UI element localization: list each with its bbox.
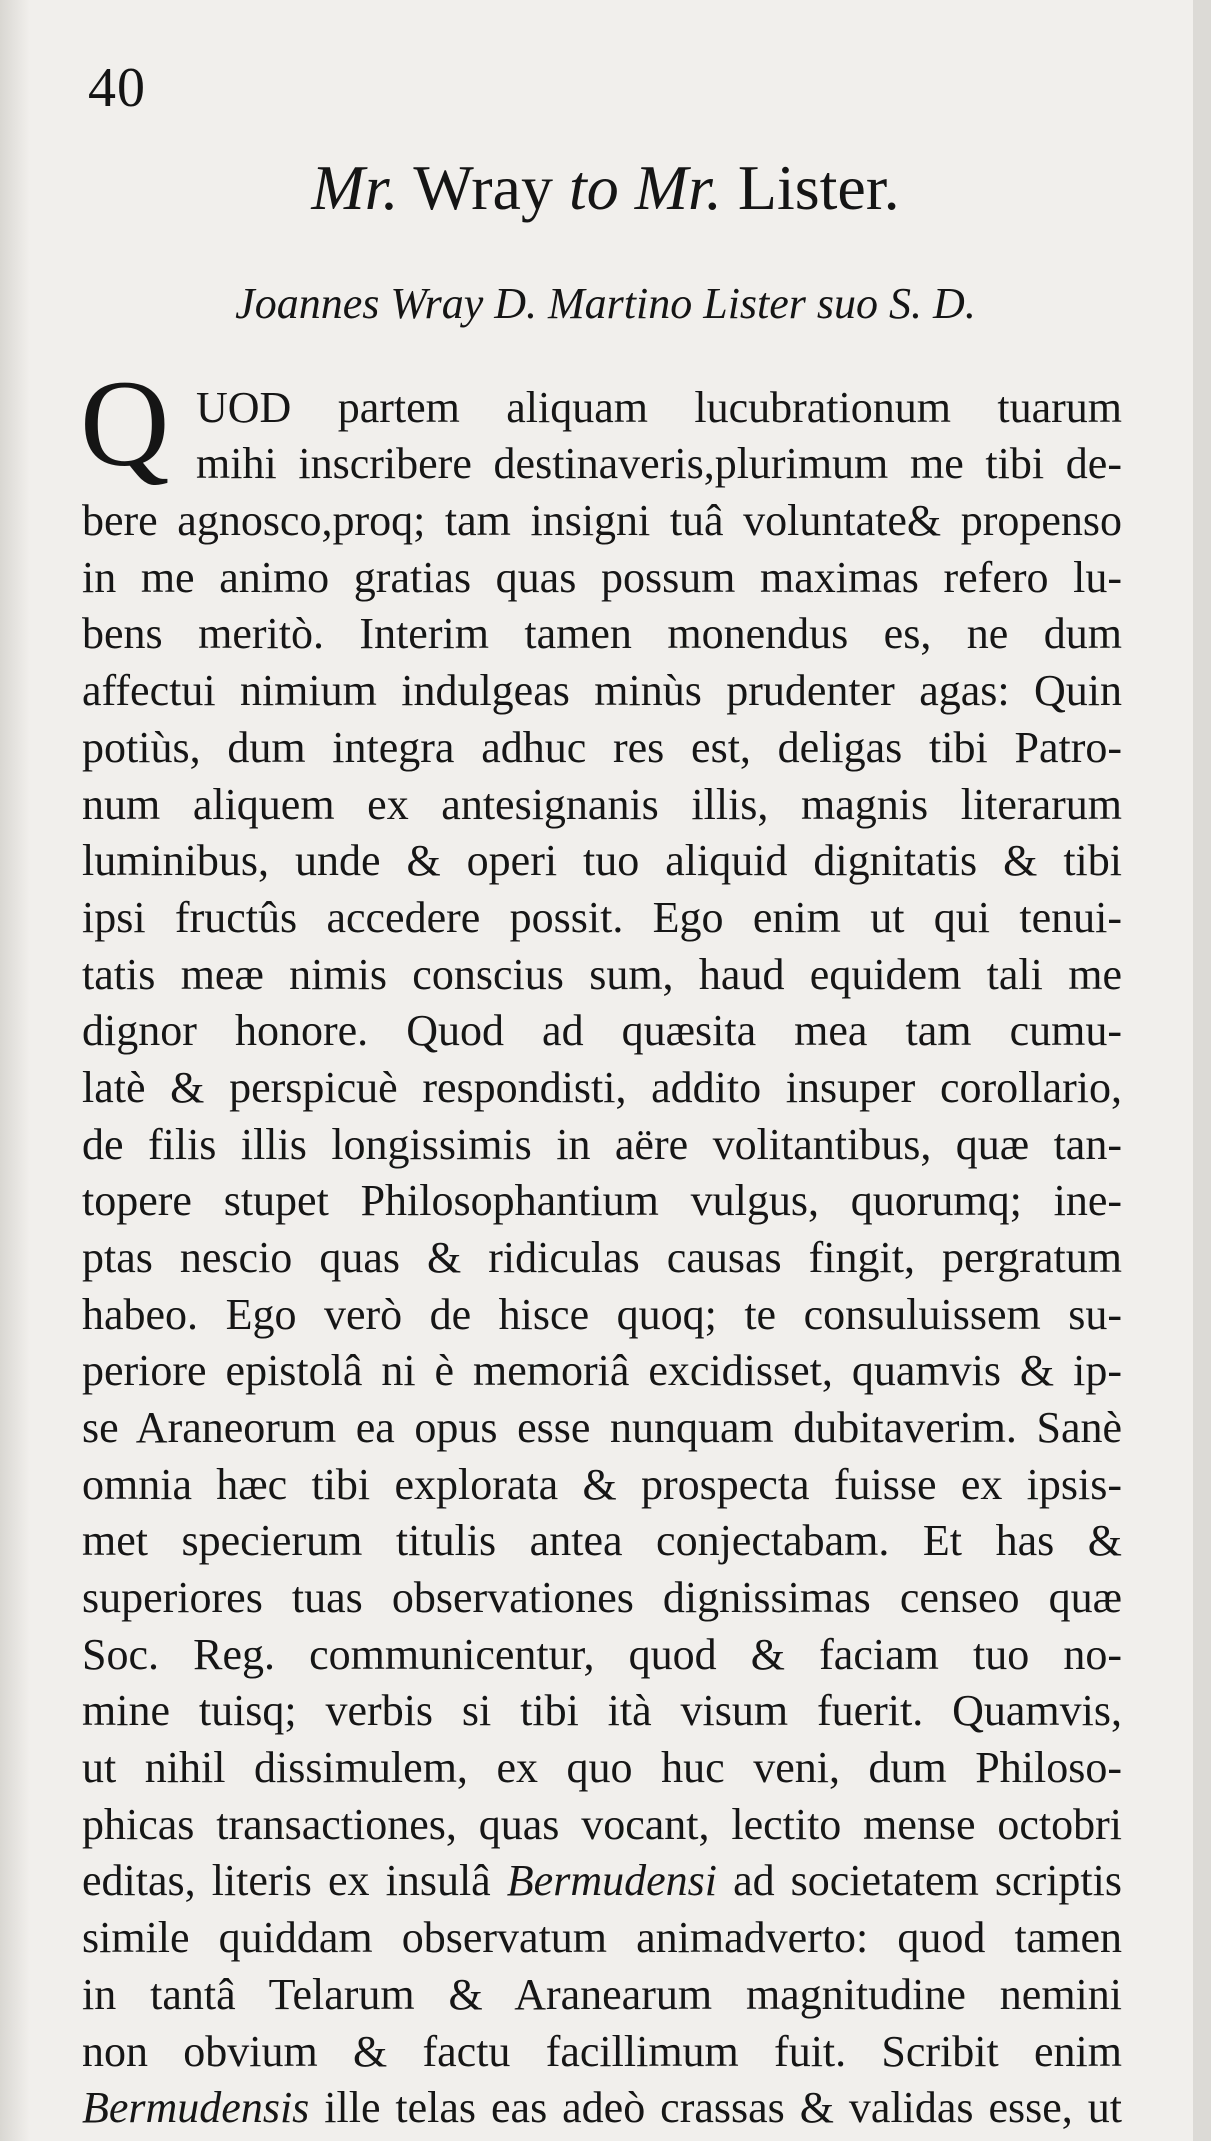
page-number: 40 [88, 57, 146, 119]
text-line: ipsi fructûs accedere possit. Ego enim ut qui tenui- [82, 893, 1122, 942]
title-wray: Wray [398, 152, 569, 223]
text-line: superiores tuas observationes dignissimas censeo quæ [82, 1573, 1122, 1622]
text-line: mine tuisq; verbis si tibi ità visum fuerit. Quamvis, [82, 1686, 1122, 1735]
text-line: potiùs, dum integra adhuc res est, deligas tibi Patro- [82, 723, 1122, 772]
text-segment: ille telas eas adeò crassas & validas esse, ut [309, 2083, 1122, 2132]
text-line: ut nihil dissimulem, ex quo huc veni, dum Philoso- [82, 1743, 1122, 1792]
text-line: habeo. Ego verò de hisce quoq; te consuluissem su- [82, 1290, 1122, 1339]
italic-word: Bermudensis [82, 2083, 310, 2132]
text-line: non obvium & factu facillimum fuit. Scribit enim [82, 2027, 1122, 2076]
text-line: bere agnosco,proq; tam insigni tuâ voluntate& propenso [82, 496, 1122, 545]
title-mr-1: Mr. [311, 152, 399, 223]
text-line: latè & perspicuè respondisti, addito insuper corollario, [82, 1063, 1122, 1112]
text-line: affectui nimium indulgeas minùs prudenter agas: Quin [82, 666, 1122, 715]
title-mr-2: Mr. [618, 152, 722, 223]
text-line: se Araneorum ea opus esse nunquam dubitaverim. Sanè [82, 1403, 1122, 1452]
text-line: topere stupet Philosophantium vulgus, quorumq; ine- [82, 1176, 1122, 1225]
text-line: mihi inscribere destinaveris,plurimum me tibi de- [196, 439, 1122, 488]
text-line: bens meritò. Interim tamen monendus es, ne dum [82, 609, 1122, 658]
text-line: in me animo gratias quas possum maximas refero lu- [82, 553, 1122, 602]
text-line: periore epistolâ ni è memoriâ excidisset, quamvis & ip- [82, 1346, 1122, 1395]
text-line [82, 2080, 1122, 2136]
text-line: ptas nescio quas & ridiculas causas fingit, pergratum [82, 1233, 1122, 1282]
text-line: num aliquem ex antesignanis illis, magnis literarum [82, 780, 1122, 829]
text-line: UOD partem aliquam lucubrationum tuarum [196, 383, 1122, 432]
text-line [82, 1853, 1122, 1909]
text-line: simile quiddam observatum animadverto: quod tamen [82, 1913, 1122, 1962]
text-line: tatis meæ nimis conscius sum, haud equidem tali me [82, 950, 1122, 999]
text-line: dignor honore. Quod ad quæsita mea tam cumu- [82, 1006, 1122, 1055]
letter-title [0, 152, 1211, 223]
text-line: phicas transactiones, quas vocant, lectito mense octobri [82, 1800, 1122, 1849]
title-to: to [568, 152, 619, 223]
text-line: met specierum titulis antea conjectabam. Et has & [82, 1516, 1122, 1565]
salutation: Joannes Wray D. Martino Lister suo S. D. [235, 279, 976, 328]
text-line: Soc. Reg. communicentur, quod & faciam tuo no- [82, 1630, 1122, 1679]
text-line: in tantâ Telarum & Aranearum magnitudine nemini [82, 1970, 1122, 2019]
text-line: luminibus, unde & operi tuo aliquid dignitatis & tibi [82, 836, 1122, 885]
drop-cap: Q [80, 355, 170, 492]
text-segment: ad societatem scriptis [716, 1856, 1122, 1905]
text-segment: editas, literis ex insulâ [82, 1856, 507, 1905]
text-line: de filis illis longissimis in aëre volitantibus, quæ tan- [82, 1120, 1122, 1169]
title-lister: Lister. [721, 152, 900, 223]
text-line: omnia hæc tibi explorata & prospecta fuisse ex ipsis- [82, 1460, 1122, 1509]
italic-word: Bermudensi [506, 1856, 717, 1905]
